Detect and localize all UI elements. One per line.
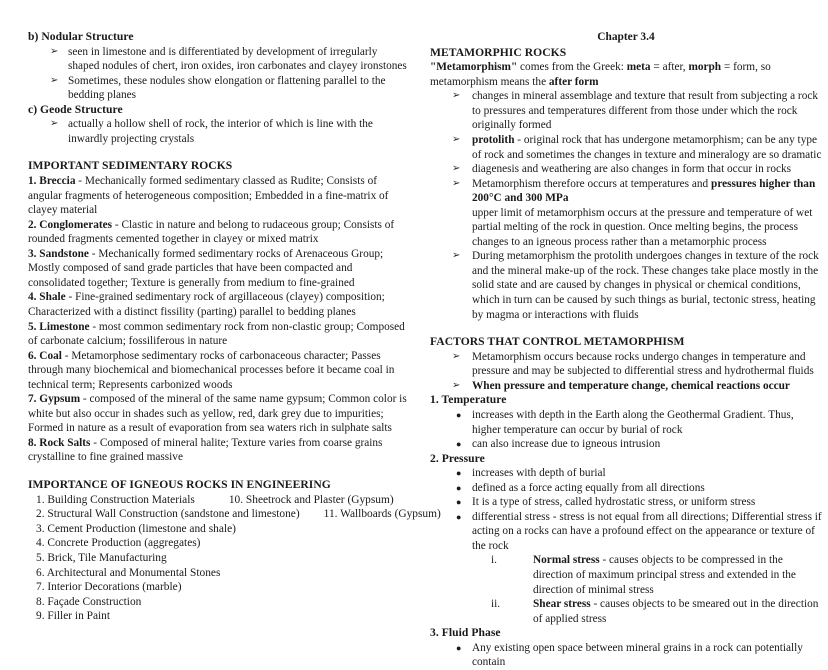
stress-types-list bbox=[430, 553, 822, 626]
rock-name: 6. Coal bbox=[28, 349, 62, 362]
importance-left-item: 5. Brick, Tile Manufacturing bbox=[36, 551, 167, 564]
importance-left-item: 2. Structural Wall Construction (sandstone and limestone) bbox=[36, 508, 300, 521]
left-column bbox=[28, 30, 441, 624]
heading-factors-control-metamorphism: FACTORS THAT CONTROL METAMORPHISM bbox=[430, 335, 685, 349]
protolith-term: protolith bbox=[472, 134, 515, 147]
heading-geode-structure: c) Geode Structure bbox=[28, 102, 123, 116]
list-item-text: - causes objects to be smeared out in the direction of applied stress bbox=[533, 598, 819, 625]
rock-name: 1. Breccia bbox=[28, 175, 76, 188]
dot-bullet-icon: ● bbox=[456, 482, 462, 493]
normal-stress-term: Normal stress bbox=[533, 554, 600, 567]
list-item-text: defined as a force acting equally from all directions bbox=[472, 481, 705, 494]
list-item bbox=[485, 553, 822, 597]
definition-text: = after, bbox=[650, 61, 689, 74]
rock-name: 5. Limestone bbox=[28, 320, 90, 333]
rock-entry-gypsum bbox=[28, 392, 408, 436]
geode-structure-list bbox=[28, 117, 408, 146]
right-column bbox=[430, 30, 822, 670]
arrow-bullet-icon: ➢ bbox=[50, 118, 59, 130]
heading-pressure: 2. Pressure bbox=[430, 451, 485, 465]
importance-row bbox=[28, 566, 408, 581]
arrow-bullet-icon: ➢ bbox=[452, 134, 461, 146]
importance-row bbox=[28, 522, 408, 537]
importance-left-item: 6. Architectural and Monumental Stones bbox=[36, 566, 221, 579]
factors-arrow-list bbox=[430, 350, 822, 394]
arrow-bullet-icon: ➢ bbox=[452, 350, 461, 362]
rock-entry-conglomerates bbox=[28, 218, 408, 247]
list-item bbox=[430, 133, 822, 162]
list-item bbox=[28, 45, 408, 74]
list-item-text: seen in limestone and is differentiated by development of irregularly shaped nodules of chert, iron oxides, iron carbonates and clayey ironstones bbox=[68, 45, 407, 73]
list-item-text: Any existing open space between mineral grains in a rock can potentially contain bbox=[472, 641, 803, 669]
importance-right-item: 11. Wallboards (Gypsum) bbox=[323, 508, 441, 521]
nodular-structure-list bbox=[28, 45, 408, 103]
metamorphism-term: "Metamorphism" bbox=[430, 61, 518, 74]
arrow-bullet-icon: ➢ bbox=[452, 250, 461, 262]
list-item bbox=[485, 597, 822, 626]
rock-name: 3. Sandstone bbox=[28, 247, 89, 260]
list-item-text: Sometimes, these nodules show elongation or flattening parallel to the bedding planes bbox=[68, 74, 386, 102]
list-item bbox=[430, 162, 822, 177]
list-item-text: Metamorphism therefore occurs at temperatures and bbox=[472, 177, 712, 190]
definition-text: = form, so metamorphism means the bbox=[430, 61, 771, 88]
importance-row bbox=[28, 551, 408, 566]
rock-description: - Clastic in nature and belong to rudaceous group; Consists of rounded fragments cemented together in clayey or mixed matrix bbox=[28, 218, 395, 246]
pressure-list bbox=[430, 466, 822, 553]
rock-description: - Metamorphose sedimentary rocks of carbonaceous character; Passes through many biochemical and biomechanical processes before it became coal in technical term; Represents carbonized woods bbox=[28, 349, 395, 391]
fluid-phase-list bbox=[430, 641, 822, 670]
rock-description: - composed of the mineral of the same name gypsum; Common color is white but also occur in shades such as yellow, red, dark grey due to impurities; Formed in nature as a result of evaporation from sea waters rich in sulphate salts bbox=[28, 393, 407, 435]
heading-fluid-phase: 3. Fluid Phase bbox=[430, 626, 501, 640]
importance-left-item: 7. Interior Decorations (marble) bbox=[36, 581, 182, 594]
roman-marker: i. bbox=[491, 554, 497, 567]
list-item bbox=[430, 481, 822, 496]
dot-bullet-icon: ● bbox=[456, 409, 462, 420]
list-item bbox=[430, 510, 822, 554]
heading-metamorphic-rocks: METAMORPHIC ROCKS bbox=[430, 45, 567, 59]
list-item-text: It is a type of stress, called hydrostatic stress, or uniform stress bbox=[472, 496, 756, 509]
importance-right-item: 10. Sheetrock and Plaster (Gypsum) bbox=[228, 493, 394, 506]
list-item bbox=[28, 117, 408, 146]
after-form-term: after form bbox=[548, 75, 599, 88]
list-item-text: When pressure and temperature change, chemical reactions occur bbox=[472, 379, 790, 392]
chapter-header: Chapter 3.4 bbox=[597, 31, 655, 43]
heading-nodular-structure: b) Nodular Structure bbox=[28, 30, 134, 43]
rock-entry-limestone bbox=[28, 320, 408, 349]
list-item-text: - causes objects to be compressed in the direction of maximum principal stress and extended in the direction of minimal stress bbox=[533, 554, 796, 596]
metamorphism-definition bbox=[430, 60, 822, 89]
list-item-text: differential stress - stress is not equal from all directions; Differential stress if acting on a rocks can have a profound effect on the appearance or texture of the rock bbox=[472, 510, 822, 552]
importance-left-item: 4. Concrete Production (aggregates) bbox=[36, 537, 201, 550]
arrow-bullet-icon: ➢ bbox=[50, 45, 59, 57]
definition-text: comes from the Greek: bbox=[517, 61, 627, 74]
arrow-bullet-icon: ➢ bbox=[452, 163, 461, 175]
heading-important-sedimentary-rocks: IMPORTANT SEDIMENTARY ROCKS bbox=[28, 159, 233, 173]
heading-importance-igneous-rocks: IMPORTANCE OF IGNEOUS ROCKS IN ENGINEERING bbox=[28, 478, 331, 491]
dot-bullet-icon: ● bbox=[456, 497, 462, 508]
rock-description: - Mechanically formed sedimentary classed as Rudite; Consists of angular fragments of heterogeneous composition; Embedded in a fine-matrix of clayey material bbox=[28, 175, 389, 217]
list-item bbox=[430, 641, 822, 670]
list-item-text: Metamorphism occurs because rocks undergo changes in temperature and pressure and may be subjected to differential stress and hydrothermal fluids bbox=[472, 350, 814, 378]
list-item-text: changes in mineral assemblage and texture that result from subjecting a rock to pressures and temperatures different from those under which the rock originally formed bbox=[472, 90, 819, 132]
list-item-text: During metamorphism the protolith undergoes changes in texture of the rock and the mineral make-up of the rock. These changes take place mostly in the solid state and are caused by changes in physical or chemical conditions, which in turn can be caused by such things as burial, tectonic stress, heating by magma or interactions with fluids bbox=[472, 250, 819, 321]
list-item bbox=[430, 177, 822, 206]
importance-left-item: 9. Filler in Paint bbox=[36, 610, 111, 623]
rock-description: - Mechanically formed sedimentary rocks of Arenaceous Group; Mostly composed of sand grade particles that have been compacted and consolidated together; Texture is generally from medium to fine-grained bbox=[28, 247, 384, 289]
list-item bbox=[28, 74, 408, 103]
list-item bbox=[430, 379, 822, 394]
importance-row bbox=[28, 507, 441, 522]
temperature-threshold: pressures higher than 200°C and 300 MPa bbox=[472, 177, 816, 205]
importance-row bbox=[28, 493, 408, 508]
list-item bbox=[430, 466, 822, 481]
list-item bbox=[430, 89, 822, 133]
arrow-bullet-icon: ➢ bbox=[452, 90, 461, 102]
list-item bbox=[430, 350, 822, 379]
roman-marker: ii. bbox=[491, 598, 501, 611]
rock-entry-breccia bbox=[28, 174, 408, 218]
rock-entry-coal bbox=[28, 349, 408, 393]
rock-description: - Fine-grained sedimentary rock of argillaceous (clayey) composition; Characterized with a distinct fissility (parting) parallel to bedding planes bbox=[28, 291, 385, 318]
greek-morph: morph bbox=[688, 61, 722, 74]
list-item bbox=[430, 408, 822, 437]
rock-name: 2. Conglomerates bbox=[28, 218, 113, 231]
importance-row bbox=[28, 609, 408, 624]
importance-row bbox=[28, 580, 408, 595]
rock-entry-shale bbox=[28, 290, 408, 319]
list-item-text: increases with depth of burial bbox=[472, 467, 606, 480]
metamorphism-upper-limit-note: upper limit of metamorphism occurs at the pressure and temperature of wet partial melting of the rock in question. Once melting begins, the process changes to an igneous process rather than a metamorphic process bbox=[472, 206, 813, 248]
rock-name: 7. Gypsum bbox=[28, 393, 81, 406]
greek-meta: meta bbox=[626, 61, 651, 74]
list-item-text: actually a hollow shell of rock, the interior of which is line with the inwardly projecting crystals bbox=[68, 118, 373, 145]
importance-left-item: 3. Cement Production (limestone and shale) bbox=[36, 522, 236, 535]
list-item-text: - original rock that has undergone metamorphism; can be any type of rock and sometimes the changes in texture and mineralogy are so dramatic bbox=[472, 134, 822, 161]
during-metamorphism-list bbox=[430, 249, 822, 322]
dot-bullet-icon: ● bbox=[456, 511, 462, 522]
list-item bbox=[430, 495, 822, 510]
rock-entry-sandstone bbox=[28, 247, 408, 291]
rock-name: 8. Rock Salts bbox=[28, 436, 91, 449]
list-item-text: diagenesis and weathering are also changes in form that occur in rocks bbox=[472, 163, 792, 176]
arrow-bullet-icon: ➢ bbox=[452, 177, 461, 189]
rock-description: - most common sedimentary rock from non-clastic group; Composed of carbonate calcium; fossiliferous in nature bbox=[28, 320, 405, 348]
rock-name: 4. Shale bbox=[28, 291, 66, 304]
metamorphic-points-list bbox=[430, 89, 822, 205]
dot-bullet-icon: ● bbox=[456, 439, 462, 450]
temperature-list bbox=[430, 408, 822, 452]
importance-row bbox=[28, 595, 408, 610]
arrow-bullet-icon: ➢ bbox=[50, 74, 59, 86]
dot-bullet-icon: ● bbox=[456, 468, 462, 479]
two-column-layout bbox=[28, 30, 822, 670]
list-item bbox=[430, 249, 822, 322]
heading-temperature: 1. Temperature bbox=[430, 393, 507, 407]
list-item-text: increases with depth in the Earth along the Geothermal Gradient. Thus, higher temperature can occur by burial of rock bbox=[472, 408, 794, 436]
dot-bullet-icon: ● bbox=[456, 642, 462, 653]
importance-left-item: 8. Façade Construction bbox=[36, 595, 142, 608]
list-item bbox=[430, 437, 822, 452]
list-item-text: can also increase due to igneous intrusion bbox=[472, 438, 661, 451]
importance-row bbox=[28, 536, 408, 551]
shear-stress-term: Shear stress bbox=[533, 598, 591, 611]
rock-entry-rock-salts bbox=[28, 436, 408, 465]
importance-left-item: 1. Building Construction Materials bbox=[36, 493, 195, 506]
arrow-bullet-icon: ➢ bbox=[452, 379, 461, 391]
rock-description: - Composed of mineral halite; Texture varies from coarse grains crystalline to fine grained massive bbox=[28, 436, 383, 464]
